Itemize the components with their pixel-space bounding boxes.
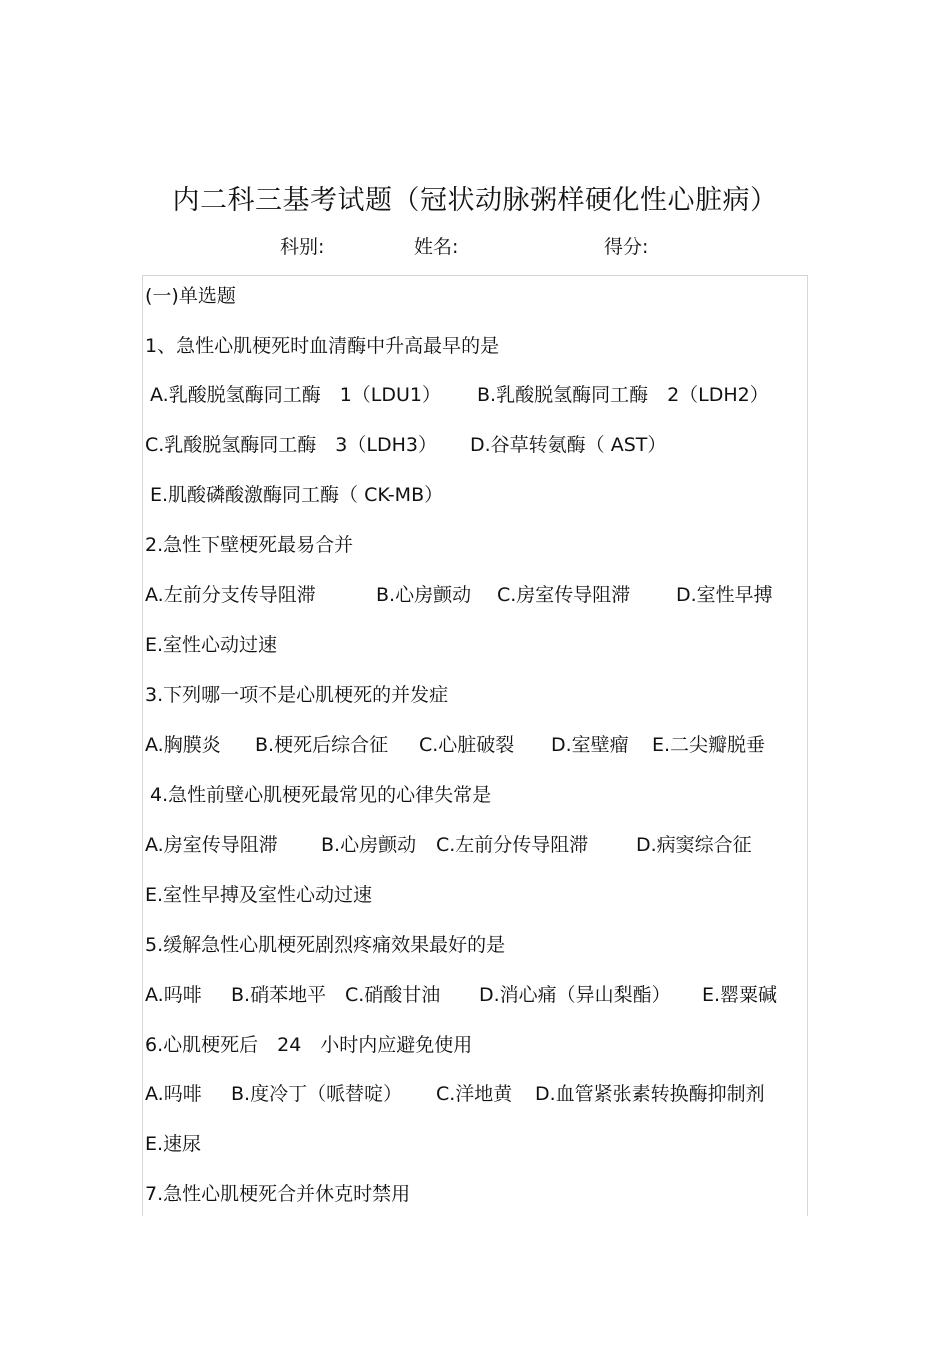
q4-option-a: A.房室传导阻滞: [145, 834, 278, 856]
q5-option-a: A.吗啡: [145, 984, 202, 1006]
q1-option-c: C.乳酸脱氢酶同工酶 3（LDH3）: [145, 434, 437, 456]
q6-option-a: A.吗啡: [145, 1083, 202, 1105]
question-1-stem: 1、急性心肌梗死时血清酶中升高最早的是: [145, 335, 500, 357]
question-2-stem: 2.急性下壁梗死最易合并: [145, 534, 354, 556]
question-4-stem: 4.急性前壁心肌梗死最常见的心律失常是: [150, 784, 492, 806]
q3-option-c: C.心脏破裂: [419, 734, 515, 756]
q6-option-b: B.度冷丁（哌替啶）: [231, 1083, 403, 1105]
q5-option-b: B.硝苯地平: [231, 984, 327, 1006]
q3-option-d: D.室壁瘤: [551, 734, 629, 756]
question-7-stem: 7.急性心肌梗死合并休克时禁用: [145, 1183, 411, 1205]
q5-option-c: C.硝酸甘油: [345, 984, 441, 1006]
q1-option-a: A.乳酸脱氢酶同工酶 1（LDU1）: [150, 384, 442, 406]
q4-option-c: C.左前分传导阻滞: [436, 834, 589, 856]
q6-option-c: C.洋地黄: [436, 1083, 513, 1105]
q1-option-d: D.谷草转氨酶（ AST）: [470, 434, 667, 456]
question-6-stem: 6.心肌梗死后 24 小时内应避免使用: [145, 1034, 473, 1056]
q2-option-e: E.室性心动过速: [145, 634, 278, 656]
q4-option-b: B.心房颤动: [321, 834, 417, 856]
dept-label: 科别:: [280, 236, 325, 258]
q5-option-e: E.罂粟碱: [702, 984, 778, 1006]
q3-option-a: A.胸膜炎: [145, 734, 221, 756]
q1-option-b: B.乳酸脱氢酶同工酶 2（LDH2）: [477, 384, 769, 406]
section-heading: (一)单选题: [145, 285, 236, 307]
question-3-stem: 3.下列哪一项不是心肌梗死的并发症: [145, 684, 449, 706]
q6-option-e: E.速尿: [145, 1133, 202, 1155]
q1-option-e: E.肌酸磷酸激酶同工酶（ CK-MB）: [150, 484, 444, 506]
page-title: 内二科三基考试题（冠状动脉粥样硬化性心脏病）: [172, 185, 778, 216]
question-5-stem: 5.缓解急性心肌梗死剧烈疼痛效果最好的是: [145, 934, 506, 956]
q3-option-e: E.二尖瓣脱垂: [652, 734, 766, 756]
q2-option-d: D.室性早搏: [676, 584, 773, 606]
q6-option-d: D.血管紧张素转换酶抑制剂: [535, 1083, 765, 1105]
q3-option-b: B.梗死后综合征: [255, 734, 389, 756]
q2-option-c: C.房室传导阻滞: [497, 584, 631, 606]
q4-option-e: E.室性早搏及室性心动过速: [145, 884, 373, 906]
q2-option-a: A.左前分支传导阻滞: [145, 584, 316, 606]
q2-option-b: B.心房颤动: [376, 584, 472, 606]
q5-option-d: D.消心痛（异山梨酯）: [479, 984, 671, 1006]
score-label: 得分:: [604, 236, 649, 258]
name-label: 姓名:: [414, 236, 459, 258]
q4-option-d: D.病窦综合征: [636, 834, 752, 856]
